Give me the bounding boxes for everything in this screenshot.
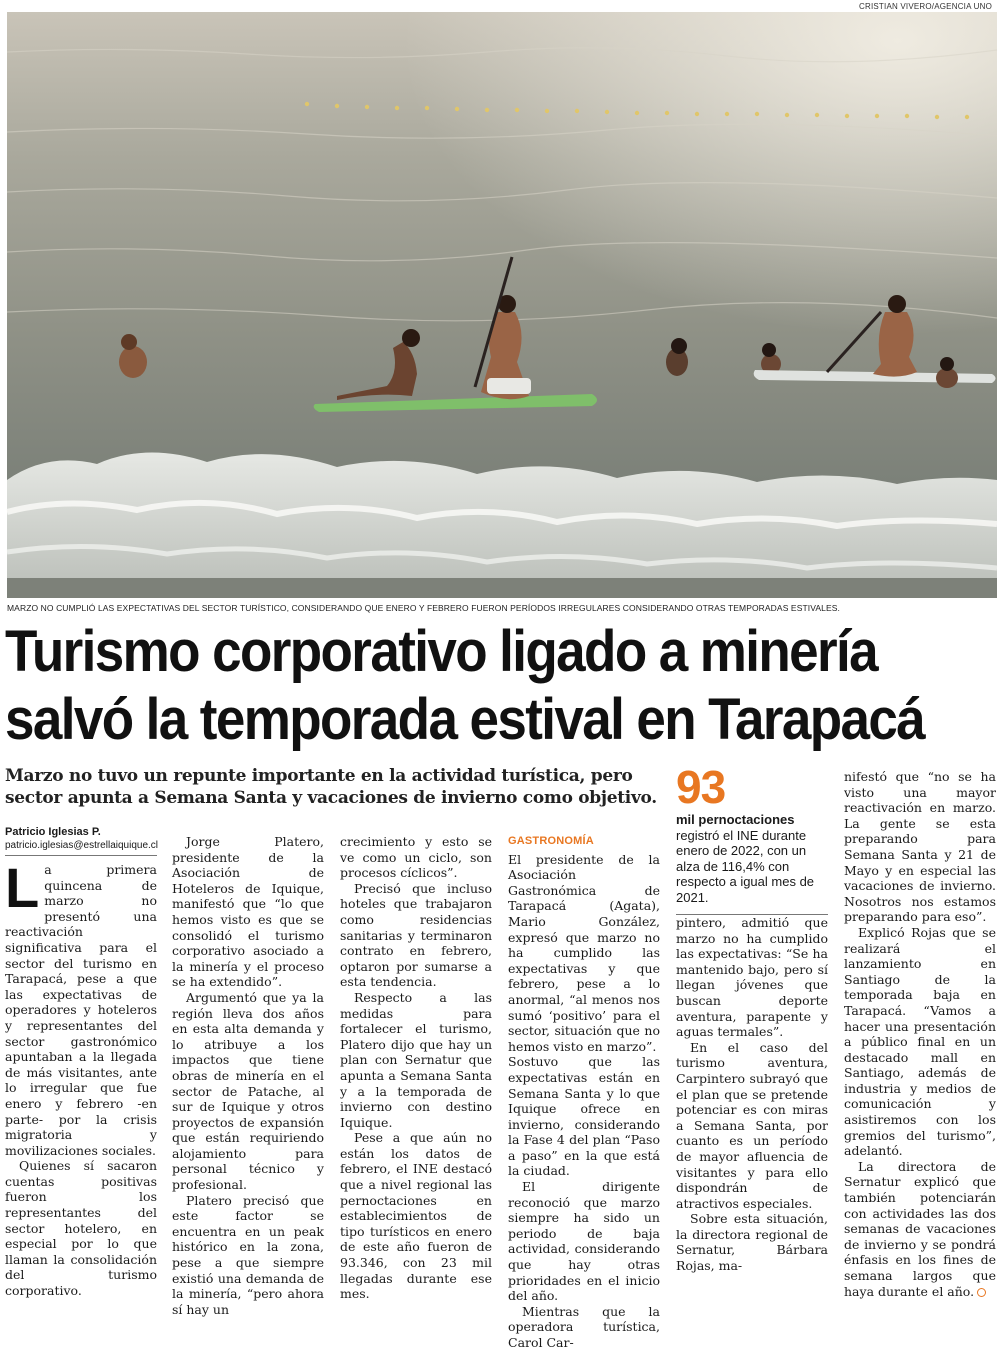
beach-photo xyxy=(7,12,997,598)
end-of-article-icon xyxy=(977,1288,986,1297)
paragraph: Mientras que la operadora turística, Carol Car- xyxy=(508,1303,660,1350)
body-column-5 xyxy=(676,915,828,1274)
paragraph: Jorge Platero, presidente de la Asociación de Hoteleros de Iquique, manifestó que “lo que hemos visto es que se consolidó el turismo corporativo asociado a la minería y el proceso se ha extendido”. xyxy=(172,834,324,990)
paragraph: El presidente de la Asociación Gastronómica de Tarapacá (Agata), Mario González, expresó que marzo no ha cumplido las expectativas y que febrero, pese a lo anormal, “al menos nos sumó ‘positivo’ para el sector, situación que no hemos visto en marzo”. xyxy=(508,851,660,1054)
headline xyxy=(5,618,995,754)
author-email[interactable]: patricio.iglesias@estrellaiquique.cl xyxy=(5,840,159,851)
body-column-1 xyxy=(5,856,157,1299)
body-column-6 xyxy=(844,769,996,1299)
paragraph: El dirigente reconoció que marzo siempre ha sido un periodo de baja actividad, considerando que hay otras prioridades en el inicio del año. xyxy=(508,1179,660,1304)
section-label: GASTRONOMÍA xyxy=(508,835,594,847)
paragraph: nifestó que “no se ha visto una mayor reactivación en marzo. La gente se esta preparando para Semana Santa y 21 de Mayo y en especial las vacaciones de invierno. Nosotros nos estamos preparando para eso”. xyxy=(844,769,996,925)
body-column-4 xyxy=(508,834,660,1351)
photo-caption: MARZO NO CUMPLIÓ LAS EXPECTATIVAS DEL SECTOR TURÍSTICO, CONSIDERANDO QUE ENERO Y FEBRERO FUERON PERÍODOS IRREGULARES CONSIDERANDO OTRAS TEMPORADAS ESTIVALES. xyxy=(7,603,840,613)
paragraph: Precisó que incluso hoteles que trabajaron como residencias sanitarias y terminaron contrato en febrero, optaron por sumarse a esta tendencia. xyxy=(340,880,492,990)
paragraph: La directora de Sernatur explicó que también potenciarán con actividades las dos semanas de vacaciones de invierno y se pondrá énfasis en los fines de semana largos que haya durante el año. xyxy=(844,1158,996,1299)
paragraph: Platero precisó que este factor se encuentra en un peak histórico en la zona, pese a que siempre existió una demanda de la minería, “pero ahora sí hay un xyxy=(172,1192,324,1317)
byline xyxy=(5,826,158,852)
body-column-3 xyxy=(340,834,492,1302)
paragraph: Respecto a las medidas para fortalecer el turismo, Platero dijo que hay un plan con Sernatur que apunta a Semana Santa y a la temporada de invierno con destino Iquique. xyxy=(340,989,492,1130)
paragraph: La primera quincena de marzo no presentó una reactivación significativa para el sector del turismo en Tarapacá, pese a que las expectativas de operadores y hoteleros y representantes del sector gastronómico apuntaban a la llegada de más visitantes, ante lo irregular que fue enero y febrero -en parte- por la crisis migratoria y movilizaciones sociales. xyxy=(5,856,157,1158)
body-column-2 xyxy=(172,834,324,1317)
stat-box xyxy=(676,762,828,906)
paragraph: Argumentó que ya la región lleva dos años en esta alta demanda y lo atribuye a los impactos que tiene obras de minería en el sector de Patache, al sur de Iquique y otros proyectos de expansión que están requiriendo alojamiento para personal técnico y profesional. xyxy=(172,989,324,1193)
paragraph: Explicó Rojas que se realizará el lanzamiento en Santiago de la temporada baja en Tarapacá. “Vamos a hacer una presentación a público final en un destacado mall en Santiago, además de industria y medios de comunicación y asistiremos con los gremios del turismo”, adelantó. xyxy=(844,924,996,1159)
paragraph: Sostuvo que las expectativas están en Semana Santa y lo que Iquique ofrece en invierno, considerando la Fase 4 del plan “Paso a paso” en la que está la ciudad. xyxy=(508,1054,660,1179)
paragraph: Quienes sí sacaron cuentas positivas fueron los representantes del sector hotelero, en especial por lo que llaman la consolidación del turismo corporativo. xyxy=(5,1158,157,1299)
paragraph: crecimiento y esto se ve como un ciclo, son procesos cíclicos”. xyxy=(340,834,492,881)
paragraph: pintero, admitió que marzo no ha cumplido las expectativas: “Se ha mantenido bajo, pero sí llegan jóvenes que buscan deporte aventura, parapente y aguas termales”. xyxy=(676,915,828,1040)
headline-line-1: Turismo corporativo ligado a minería xyxy=(5,619,878,684)
paragraph: Sobre esta situación, la directora regional de Sernatur, Bárbara Rojas, ma- xyxy=(676,1211,828,1274)
paragraph: En el caso del turismo aventura, Carpintero subrayó que el plan que se pretende potenciar es con miras a Semana Santa, por cuanto es un período de mayor afluencia de visitantes y para ello dispondrán de atractivos especiales. xyxy=(676,1039,828,1211)
subheadline: Marzo no tuvo un repunte importante en la actividad turística, pero sector apunta a Semana Santa y vacaciones de invierno como objetivo. xyxy=(5,766,657,808)
paragraph: Pese a que aún no están los datos de febrero, el INE destacó que a nivel regional las pernoctaciones en establecimientos de tipo turísticos en enero de este año fueron de 93.346, con 23 mil llegadas durante ese mes. xyxy=(340,1130,492,1302)
stat-number: 93 xyxy=(676,761,726,813)
drop-cap: L xyxy=(5,856,40,919)
photo-credit: CRISTIAN VIVERO/AGENCIA UNO xyxy=(859,2,992,11)
headline-line-2: salvó la temporada estival en Tarapacá xyxy=(5,687,925,753)
stat-text: mil pernoctaciones registró el INE durante enero de 2022, con un alza de 116,4% con respecto a igual mes de 2021. xyxy=(676,812,815,905)
author-name: Patricio Iglesias P. xyxy=(5,826,101,838)
